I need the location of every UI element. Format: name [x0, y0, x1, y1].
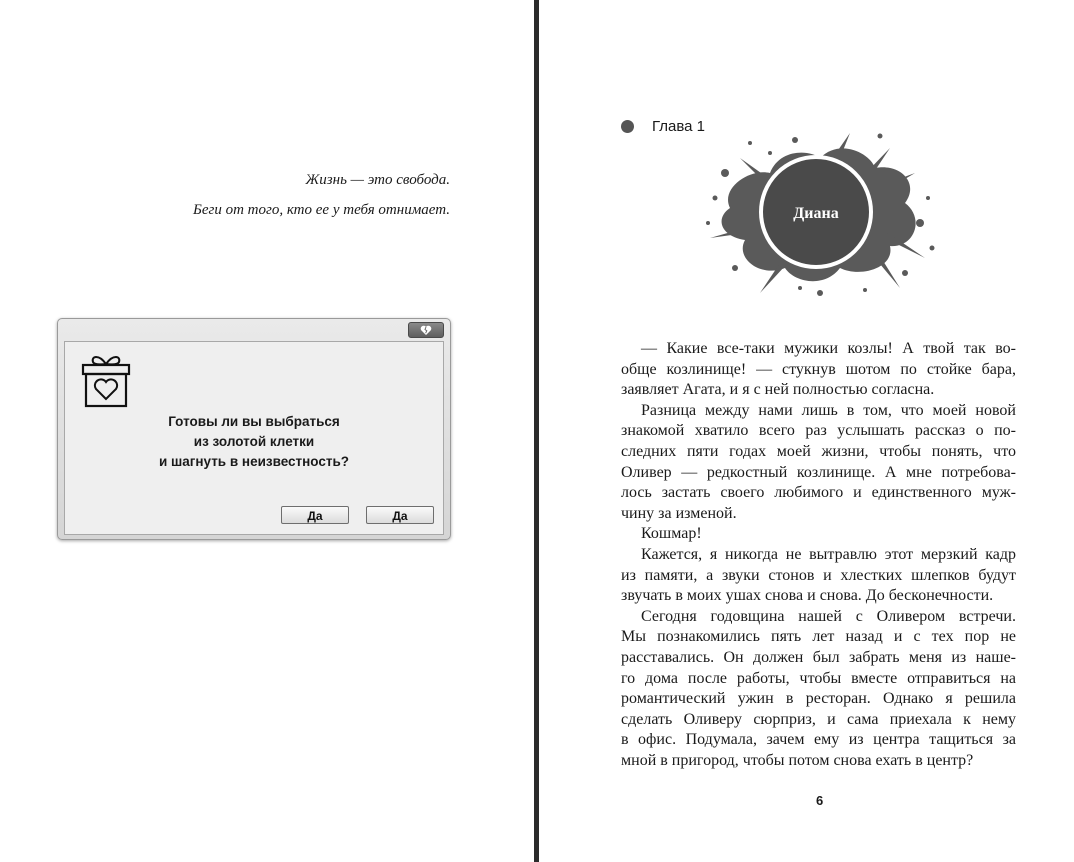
text-line: Разница между нами лишь в том, что моей новой: [641, 401, 1016, 419]
text-line: лось застать своего любимого и единственного муж-: [621, 484, 1016, 502]
page-number: 6: [816, 793, 824, 808]
ink-splash-badge: [700, 128, 940, 300]
text-line: звучать в моих ушах снова и снова. До бесконечности.: [621, 587, 994, 605]
text-line: романтический ужин в ресторан. Однако я решила: [621, 690, 1016, 708]
close-button[interactable]: [408, 322, 444, 338]
text-line: из памяти, а звуки стонов и хлестких шлепков будут: [621, 566, 1016, 584]
dialog-message-line: Готовы ли вы выбраться: [168, 414, 340, 429]
text-line: чину за изменой.: [621, 504, 737, 522]
dialog-message-line: из золотой клетки: [193, 434, 315, 449]
text-line: в офис. Подумала, зачем ему из центра тащиться за: [621, 731, 1016, 749]
left-page: [0, 0, 534, 862]
text-line: Кажется, я никогда не вытравлю этот мерзкий кадр: [641, 545, 1016, 563]
text-line: знакомой хватило всего раз услышать рассказ о по-: [621, 422, 1016, 440]
yes-button-1[interactable]: Да: [281, 506, 349, 524]
dialog-window: [57, 318, 451, 540]
epigraph-line-2: Беги от того, кто ее у тебя отнимает.: [192, 202, 450, 218]
yes-button-2[interactable]: Да: [366, 506, 434, 524]
text-line: го дома после работы, чтобы вместе отправиться на: [621, 669, 1016, 687]
chapter-body-text: [621, 339, 1016, 771]
broken-heart-icon: [420, 325, 432, 336]
text-line: сделать Оливеру сюрприз, и сама приехала к нему: [621, 710, 1016, 728]
book-spine: [534, 0, 539, 862]
dialog-message: [65, 412, 443, 472]
text-line: — Какие все-таки мужики козлы! А твой так во-: [641, 340, 1016, 357]
chapter-bullet-icon: [621, 120, 634, 133]
text-line: обще козлинище! — стукнув шотом по стойке бара,: [621, 360, 1016, 378]
text-line: Кошмар!: [641, 525, 702, 543]
text-line: Сегодня годовщина нашей с Оливером встречи.: [641, 607, 1016, 625]
dialog-body: [64, 341, 444, 535]
dialog-message-line: и шагнуть в неизвестность?: [158, 454, 350, 469]
gift-heart-icon: [79, 352, 133, 408]
chapter-title: Глава 1: [652, 118, 706, 135]
text-line: заявляет Агата, и я с ней полностью согласна.: [621, 381, 935, 399]
right-page: [540, 0, 1074, 862]
text-line: Мы познакомились пять лет назад и с тех пор не: [621, 628, 1016, 646]
epigraph-line-1: Жизнь — это свобода.: [305, 172, 450, 188]
text-line: расставались. Он должен был забрать меня из наше-: [621, 648, 1016, 666]
text-line: следних пяти годах моей жизни, чтобы понять, что: [621, 442, 1016, 460]
character-name: Диана: [793, 205, 839, 222]
text-line: мной в пригород, чтобы потом снова ехать в центр?: [621, 751, 974, 769]
text-line: Оливер — редкостный козлинище. А мне потребова-: [621, 463, 1016, 481]
